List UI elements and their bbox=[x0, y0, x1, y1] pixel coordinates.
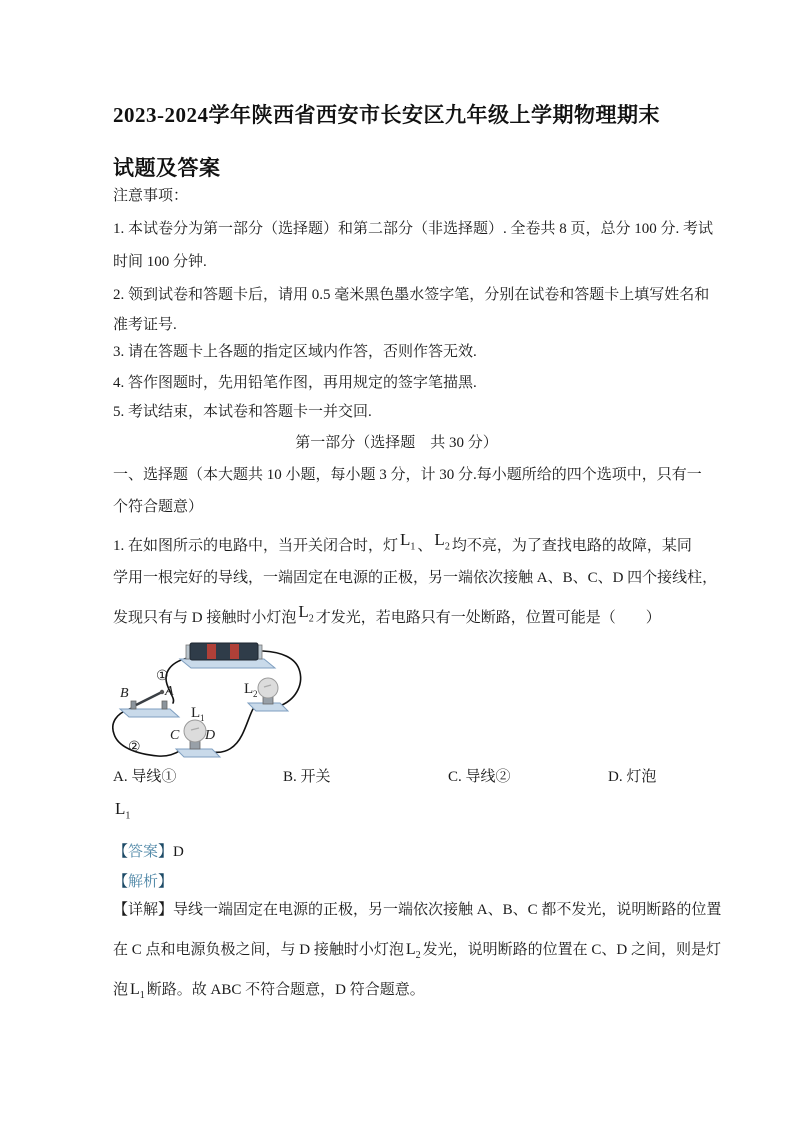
notice-line: 1. 本试卷分为第一部分（选择题）和第二部分（非选择题）. 全卷共 8 页，总分 100 分. 考试 bbox=[113, 221, 714, 237]
terminal-a-label: A bbox=[165, 684, 174, 699]
answer-label: 答案 bbox=[128, 844, 159, 860]
explanation-text: 断路。故 ABC 不符合题意，D 符合题意。 bbox=[146, 982, 425, 998]
answer-bracket-close: 】 bbox=[158, 844, 174, 860]
option-c: C. 导线② bbox=[448, 769, 511, 785]
explanation-text: 发光，说明断路的位置在 C、D 之间，则是灯 bbox=[422, 942, 721, 958]
notices-heading: 注意事项： bbox=[113, 188, 189, 204]
lamp-l2-symbol: $L_2$ bbox=[298, 602, 314, 625]
notice-line: 4. 答作图题时，先用铅笔作图，再用规定的签字笔描黑. bbox=[113, 375, 477, 391]
battery-pack bbox=[180, 643, 275, 668]
lamp2-label-sub: 2 bbox=[253, 689, 258, 699]
answer-line bbox=[113, 841, 184, 863]
question1-line1 bbox=[113, 530, 692, 563]
wire2-label: ② bbox=[128, 740, 141, 755]
explanation-line1: 【详解】导线一端固定在电源的正极，另一端依次接触 A、B、C 都不发光，说明断路的位置 bbox=[113, 902, 722, 918]
lamp-l2-symbol: $L_2$ bbox=[405, 941, 421, 962]
question1-text: 1. 在如图所示的电路中，当开关闭合时，灯 bbox=[113, 538, 399, 554]
notice-line: 3. 请在答题卡上各题的指定区域内作答，否则作答无效. bbox=[113, 344, 477, 360]
question1-line2: 学用一根完好的导线，一端固定在电源的正极，另一端依次接触 A、B、C、D 四个接线柱， bbox=[113, 570, 718, 586]
analysis-bracket-open: 【 bbox=[113, 874, 129, 890]
section-intro-line1: 一、选择题（本大题共 10 小题，每小题 3 分，计 30 分.每小题所给的四个选项中，只有一 bbox=[113, 467, 702, 483]
terminal-d-label: D bbox=[205, 728, 216, 743]
notice-line: 2. 领到试卷和答题卡后，请用 0.5 毫米黑色墨水签字笔，分别在试卷和答题卡上填写姓名和 bbox=[113, 287, 710, 303]
lamp1-label-sub: 1 bbox=[200, 713, 205, 723]
option-b: B. 开关 bbox=[283, 769, 331, 785]
option-d-wrapped-lamp: $L_1$ bbox=[115, 799, 131, 822]
explanation-text: 泡 bbox=[113, 982, 129, 998]
lamp-l2-symbol: $L_2$ bbox=[434, 530, 450, 553]
lamp1-label: L bbox=[191, 705, 201, 721]
analysis-bracket-close: 】 bbox=[158, 874, 174, 890]
circuit-diagram bbox=[112, 635, 312, 769]
option-d: D. 灯泡 bbox=[608, 769, 657, 785]
page-title-line2: 试题及答案 bbox=[113, 156, 221, 180]
option-a: A. 导线① bbox=[113, 769, 177, 785]
lamp-l1-symbol: $L_1$ bbox=[400, 530, 416, 553]
section-header: 第一部分（选择题 共 30 分） bbox=[295, 435, 498, 451]
wire-l1-to-l2 bbox=[213, 709, 253, 752]
question1-line3 bbox=[113, 602, 661, 635]
question1-text: 均不亮，为了查找电路的故障，某同 bbox=[451, 538, 692, 554]
terminal-c-label: C bbox=[170, 728, 180, 743]
notice-line: 时间 100 分钟. bbox=[113, 254, 207, 270]
explanation-text: 在 C 点和电源负极之间，与 D 接触时小灯泡 bbox=[113, 942, 404, 958]
section-intro-line2: 个符合题意） bbox=[113, 499, 204, 515]
page-title-line1: 2023-2024学年陕西省西安市长安区九年级上学期物理期末 bbox=[113, 103, 660, 127]
terminal-b-label: B bbox=[120, 686, 129, 701]
answer-value: D bbox=[173, 844, 184, 860]
lamp-l1-symbol: $L_1$ bbox=[130, 981, 145, 1002]
notice-line: 准考证号. bbox=[113, 317, 177, 333]
explanation-line2 bbox=[113, 939, 721, 967]
answer-bracket-open: 【 bbox=[113, 844, 129, 860]
analysis-line bbox=[113, 871, 173, 893]
lamp2-label: L bbox=[244, 681, 254, 697]
wire1-label: ① bbox=[156, 669, 169, 684]
question1-text: 发现只有与 D 接触时小灯泡 bbox=[113, 610, 297, 626]
notice-line: 5. 考试结束，本试卷和答题卡一并交回. bbox=[113, 404, 372, 420]
separator: 、 bbox=[417, 538, 433, 554]
analysis-label: 解析 bbox=[128, 874, 159, 890]
explanation-line3 bbox=[113, 979, 425, 1007]
question1-text: 才发光，若电路只有一处断路，位置可能是（ ） bbox=[315, 610, 661, 626]
